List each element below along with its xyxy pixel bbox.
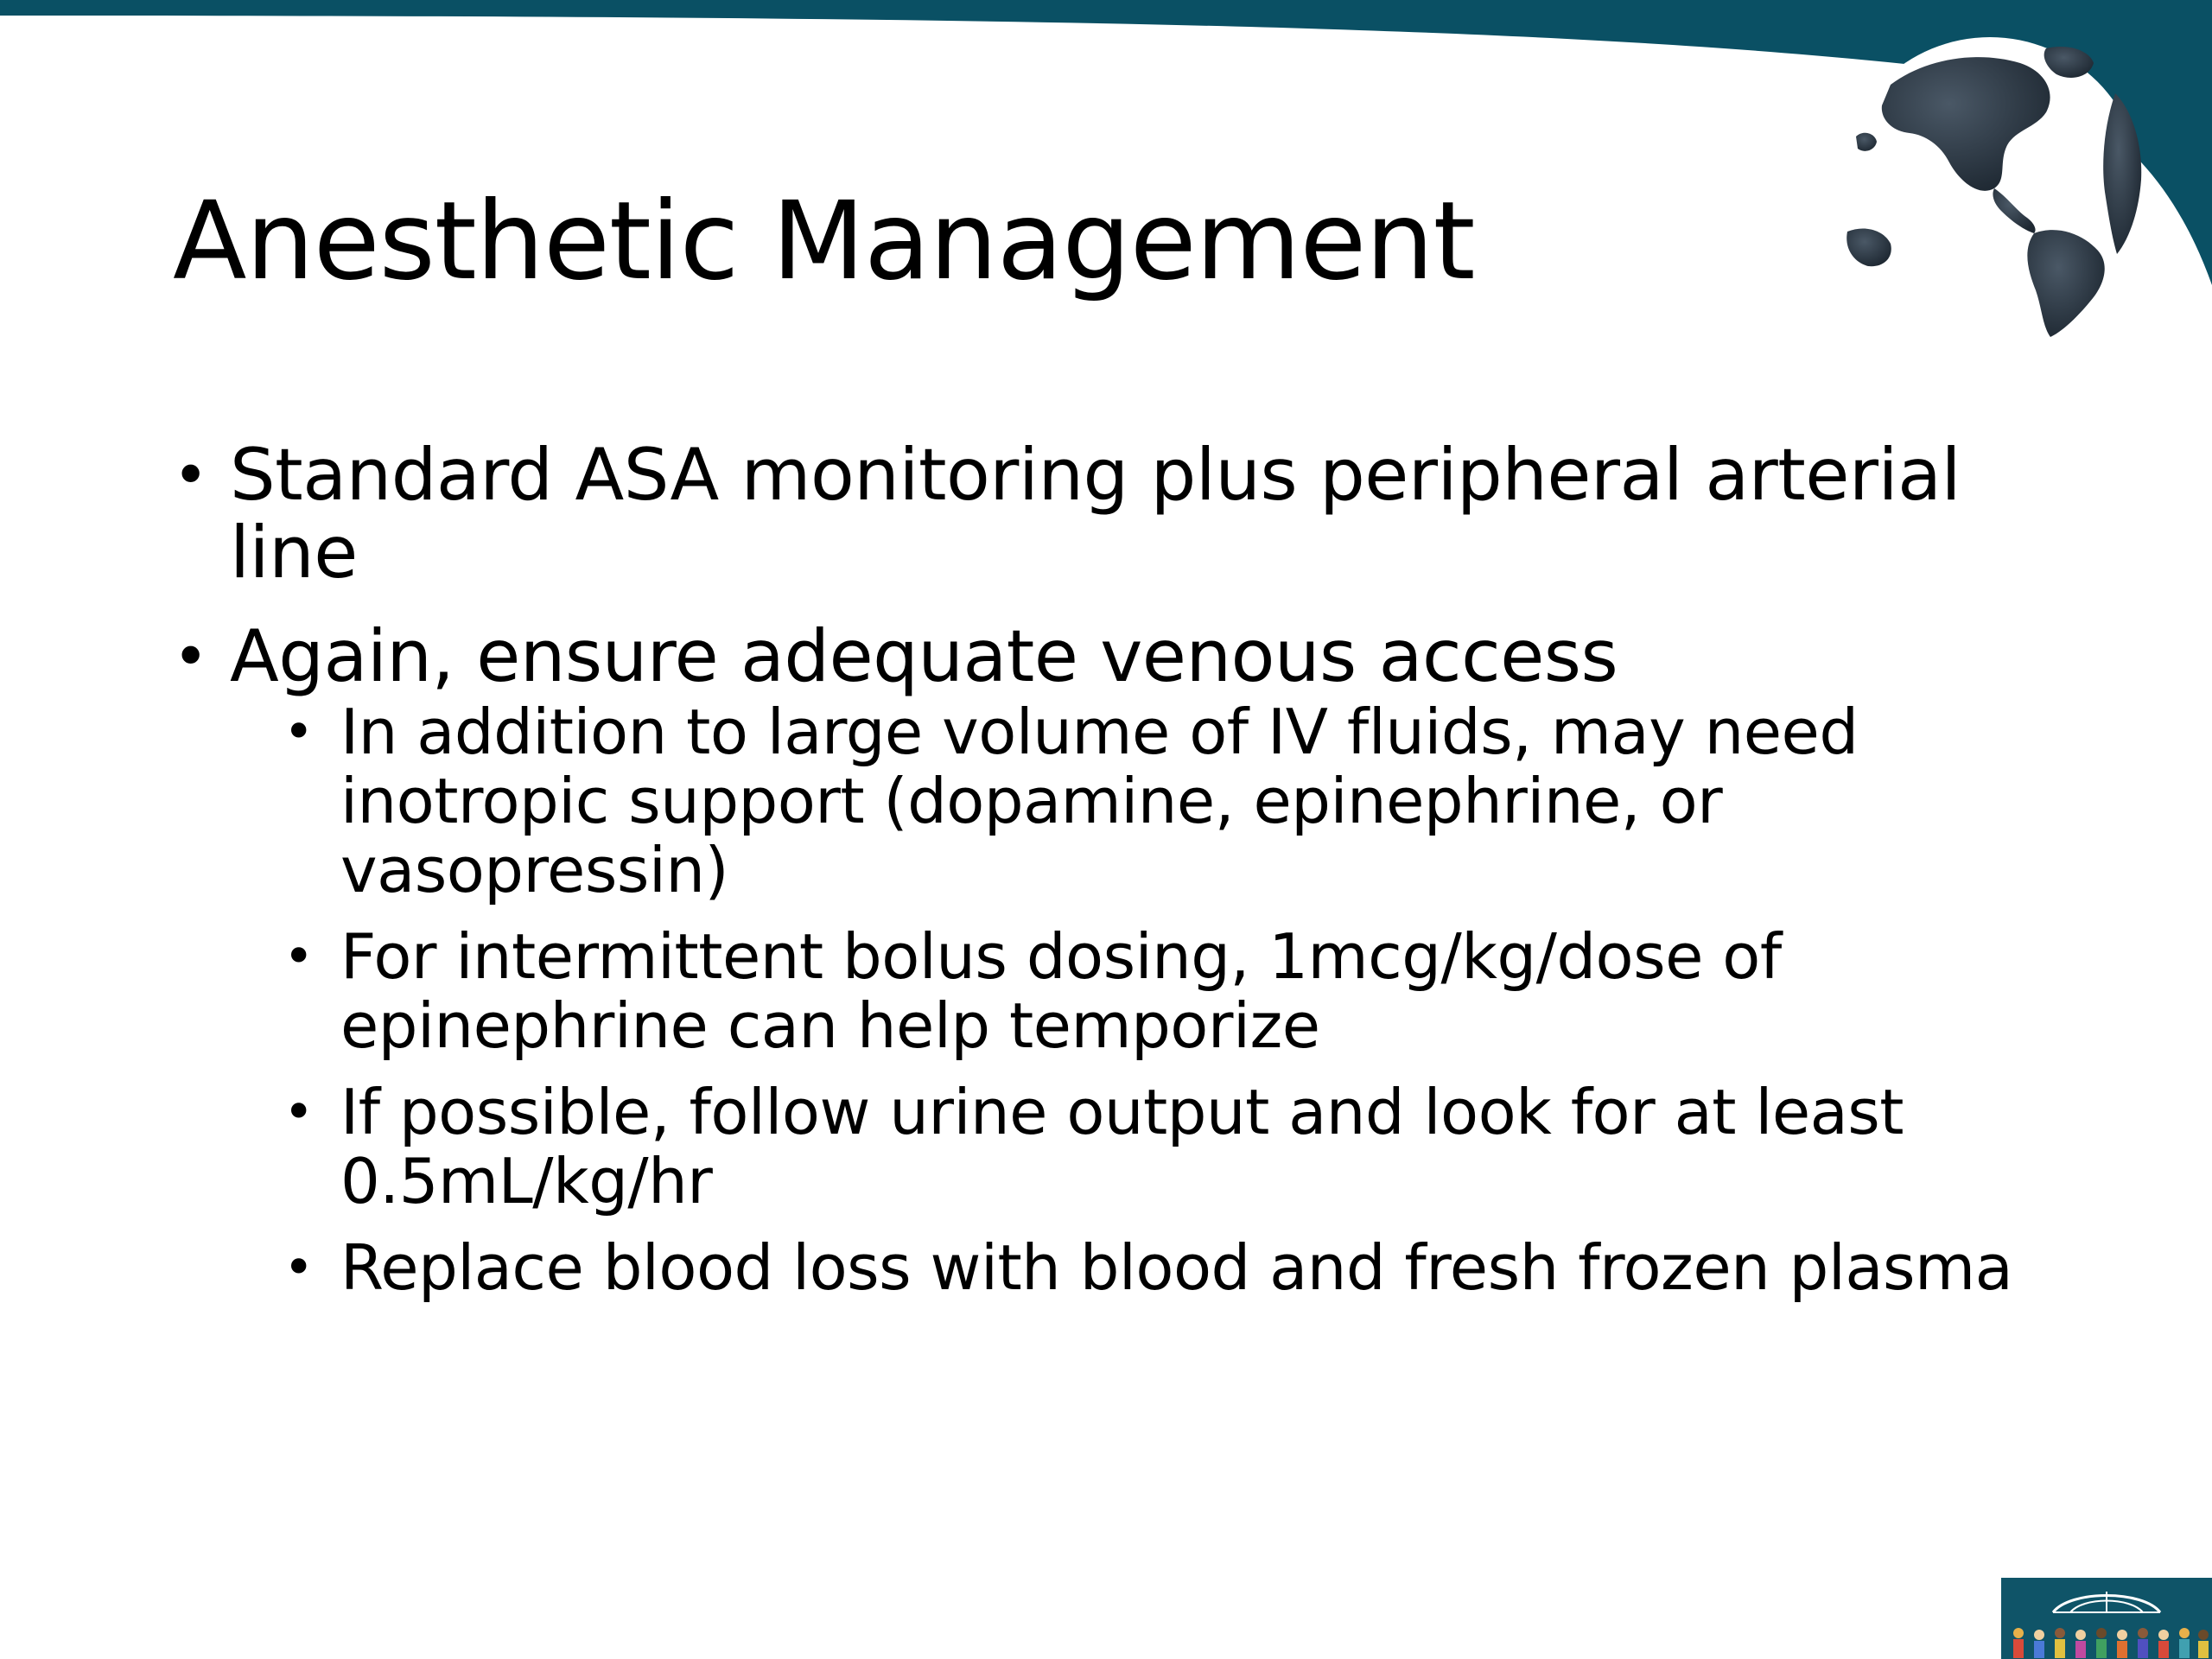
sub-bullet-dot: •	[283, 926, 314, 987]
bullet-dot: •	[173, 440, 208, 511]
sub-bullet-item	[283, 1077, 2031, 1216]
bullet-item	[173, 614, 2031, 698]
bullet-dot: •	[173, 621, 208, 692]
sub-bullet-dot: •	[283, 702, 314, 762]
sub-bullet-item	[283, 697, 2031, 905]
bullet-text: Again, ensure adequate venous access	[230, 614, 1618, 698]
sub-bullet-dot: •	[283, 1082, 314, 1142]
bullet-text: Standard ASA monitoring plus peripheral arterial line	[230, 433, 1961, 594]
sub-bullet-item	[283, 922, 2031, 1060]
bullet-item	[173, 433, 2031, 594]
bullet-list	[173, 433, 2031, 1319]
sub-bullet-item	[283, 1233, 2031, 1302]
society-logo	[2001, 1578, 2212, 1659]
sub-bullet-dot: •	[283, 1237, 314, 1298]
slide-title: Anesthetic Management	[173, 179, 1475, 304]
globe-icon	[1830, 33, 2150, 346]
sub-bullet-text: Replace blood loss with blood and fresh frozen plasma	[340, 1231, 2013, 1304]
sub-bullet-text: For intermittent bolus dosing, 1mcg/kg/dose of epinephrine can help temporize	[340, 920, 1782, 1062]
logo-children-icon	[2001, 1624, 2212, 1659]
sub-bullet-text: In addition to large volume of IV fluids, may need inotropic support (dopamine, epinephrine, or vasopressin)	[340, 696, 1859, 906]
sub-bullet-text: If possible, follow urine output and look for at least 0.5mL/kg/hr	[340, 1076, 1904, 1217]
